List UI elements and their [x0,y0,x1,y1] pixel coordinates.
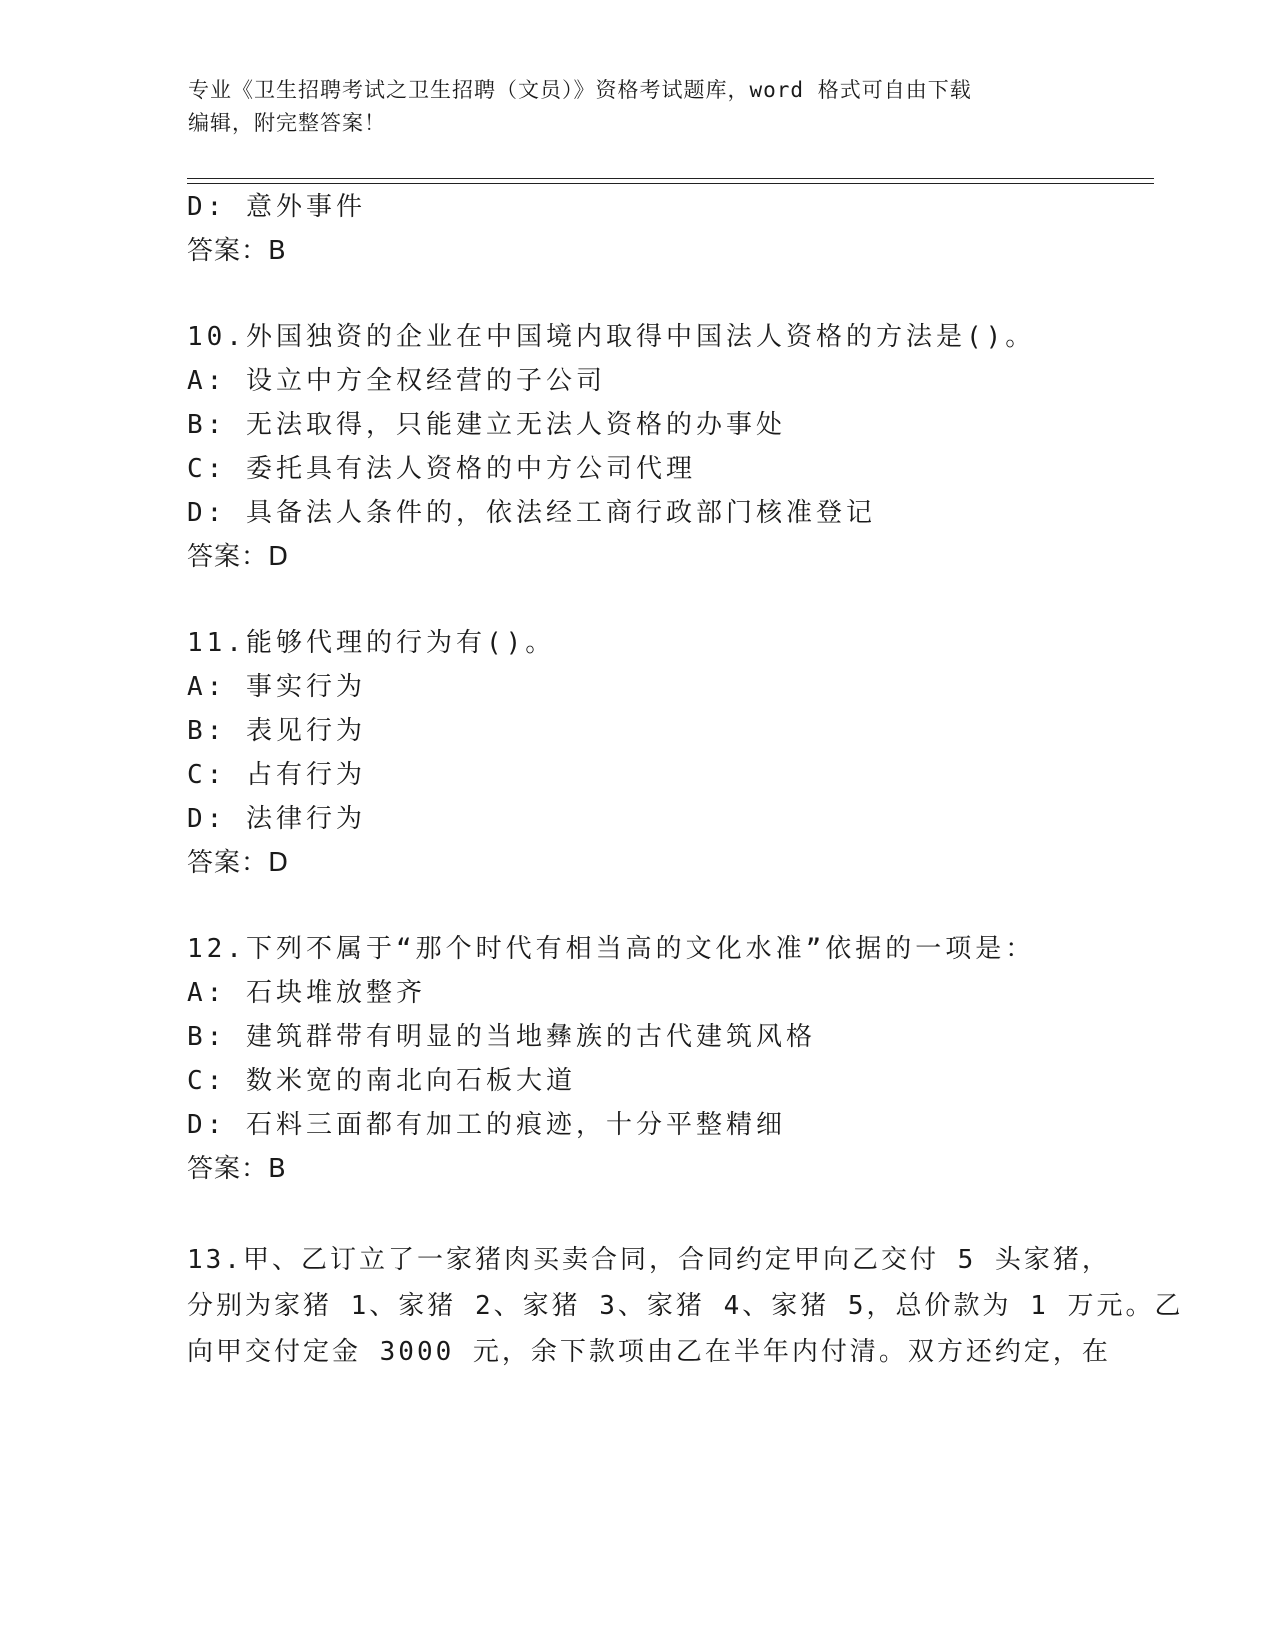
q11-option-b: B: 表见行为 [187,716,366,746]
q11-option-d: D: 法律行为 [187,804,366,834]
q12-answer: 答案：B [187,1154,287,1184]
q10-answer: 答案：D [187,542,290,572]
q10-stem: 10.外国独资的企业在中国境内取得中国法人资格的方法是()。 [187,322,1036,352]
header-divider-top [187,178,1154,179]
q13-line-1: 13.甲、乙订立了一家猪肉买卖合同，合同约定甲向乙交付 5 头家猪， [187,1245,1111,1275]
q10-option-a: A: 设立中方全权经营的子公司 [187,366,606,396]
header-line-2: 编辑，附完整答案！ [188,111,386,135]
q13-body [187,1237,1184,1375]
document-header [188,74,1088,140]
prev-option-d: D: 意外事件 [187,192,366,222]
header-line-1: 专业《卫生招聘考试之卫生招聘（文员）》资格考试题库，word 格式可自由下载 [188,78,972,102]
q10-option-b: B: 无法取得，只能建立无法人资格的办事处 [187,410,786,440]
q11-option-a: A: 事实行为 [187,672,366,702]
q12-option-b: B: 建筑群带有明显的当地彝族的古代建筑风格 [187,1022,816,1052]
q12-option-a: A: 石块堆放整齐 [187,978,426,1008]
q10-option-c: C: 委托具有法人资格的中方公司代理 [187,454,696,484]
q12-option-d: D: 石料三面都有加工的痕迹，十分平整精细 [187,1110,786,1140]
q13-line-3: 向甲交付定金 3000 元，余下款项由乙在半年内付清。双方还约定，在 [187,1337,1111,1367]
prev-answer: 答案：B [187,236,287,266]
q12-option-c: C: 数米宽的南北向石板大道 [187,1066,576,1096]
q12-stem: 12.下列不属于“那个时代有相当高的文化水准”依据的一项是： [187,934,1036,964]
q11-stem: 11.能够代理的行为有()。 [187,628,556,658]
header-divider-bottom [187,183,1154,184]
q10-option-d: D: 具备法人条件的，依法经工商行政部门核准登记 [187,498,876,528]
q11-option-c: C: 占有行为 [187,760,366,790]
q13-line-2: 分别为家猪 1、家猪 2、家猪 3、家猪 4、家猪 5，总价款为 1 万元。乙 [187,1291,1184,1321]
q11-answer: 答案：D [187,848,290,878]
